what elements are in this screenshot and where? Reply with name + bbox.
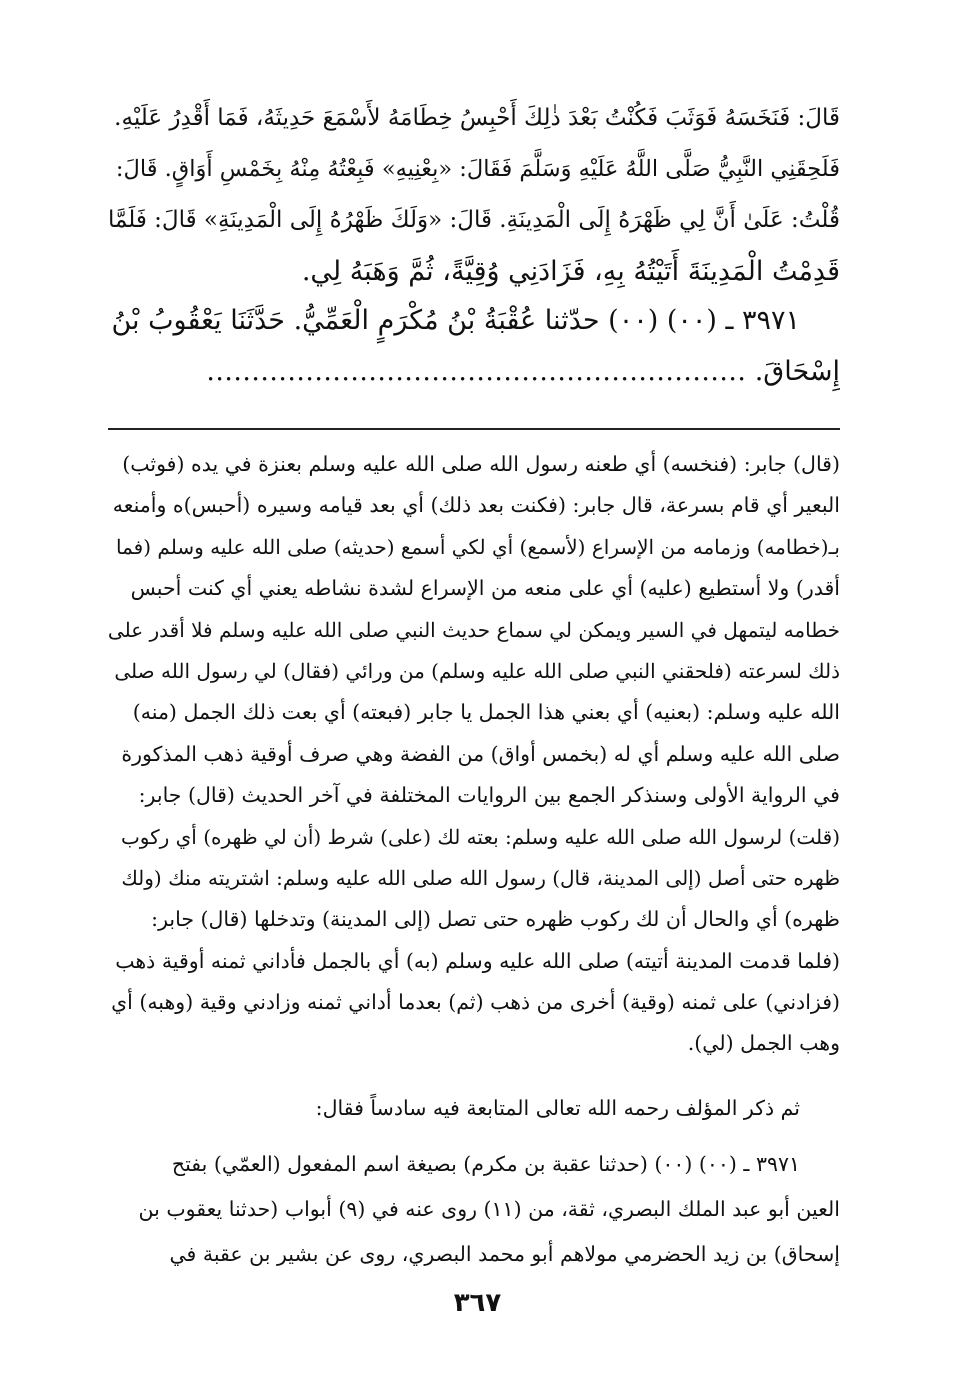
narrator-line: العين أبو عبد الملك البصري، ثقة، من (١١) روى عنه في (٩) أبواب (حدثنا يعقوب بن	[138, 1197, 840, 1221]
commentary-line: وهب الجمل (لي).	[687, 1031, 840, 1056]
narration-line: ٣٩٧١ ـ (٠٠) (٠٠) حدّثنا عُقْبَةُ بْنُ مُكْرَمٍ الْعَمِّيُّ. حَدَّثَنَا يَعْقُوبُ بْنُ	[111, 305, 800, 336]
commentary-line: ظهره حتى أصل (إلى المدينة، قال) رسول الله صلى الله عليه وسلم: اشتريته منك (ولك	[121, 865, 840, 890]
commentary-line: (قال) جابر: (فنخسه) أي طعنه رسول الله صلى الله عليه وسلم بعنزة في يده (فوثب)	[122, 452, 840, 476]
commentary-line: ذلك لسرعته (فلحقني النبي صلى الله عليه وسلم) من ورائي (فقال) لي رسول الله صلى	[114, 658, 840, 683]
narration-text: إِسْحَاقَ.	[754, 356, 840, 387]
commentary-line: (فزادني) على ثمنه (وقية) أخرى من ذهب (ثم) بعدما أداني ثمنه وزادني وقية (وهبه) أي	[111, 990, 840, 1015]
narration-line-end	[108, 346, 840, 397]
commentary-line: الله عليه وسلم: (بعنيه) أي بعني هذا الجمل يا جابر (فبعته) أي بعت ذلك الجمل (منه)	[132, 700, 840, 725]
commentary-line: ظهره) أي والحال أن لك ركوب ظهره حتى تصل (إلى المدينة) وتدخلها (قال) جابر:	[151, 907, 840, 932]
hadith-line: قُلْتُ: عَلَىٰ أَنَّ لِي ظَهْرَهُ إِلَى الْمَدِينَةِ. قَالَ: «وَلَكَ ظَهْرُهُ إِلَى الْمَدِينَةِ» قَالَ: فَلَمَّا	[108, 207, 840, 233]
page-number: ٣٦٧	[453, 1288, 502, 1318]
narration-dots: ……………………………………………………	[206, 356, 747, 387]
commentary	[108, 444, 840, 1065]
commentary-line: في الرواية الأولى وسنذكر الجمع بين الروايات المختلفة في آخر الحديث (قال) جابر:	[138, 783, 840, 808]
commentary-line: البعير أي قام بسرعة، قال جابر: (فكنت بعد ذلك) أي بعد قيامه وسيره (أحبس)ه وأمنعه	[112, 493, 840, 518]
hadith-line: قَدِمْتُ الْمَدِينَةَ أَتَيْتُهُ بِهِ، فَزَادَنِي وُقِيَّةً، ثُمَّ وَهَبَهُ لِي.	[301, 256, 840, 287]
author-note: ثم ذكر المؤلف رحمه الله تعالى المتابعة فيه سادساً فقال:	[315, 1096, 800, 1120]
section-divider	[108, 428, 840, 430]
commentary-line: (قلت) لرسول الله صلى الله عليه وسلم: بعته لك (على) شرط (أن لي ظهره) أي ركوب	[120, 824, 840, 849]
hadith-line: قَالَ: فَنَخَسَهُ فَوَثَبَ فَكُنْتُ بَعْدَ ذٰلِكَ أَحْبِسُ خِطَامَهُ لأَسْمَعَ حَدِيثَهُ، فَمَا أَقْدِرُ عَلَيْهِ.	[114, 105, 840, 131]
commentary-line: صلى الله عليه وسلم أي له (بخمس أواق) من الفضة وهي صرف أوقية ذهب المذكورة	[121, 741, 840, 766]
commentary-line: (فلما قدمت المدينة أتيته) صلى الله عليه وسلم (به) أي بالجمل فأداني ثمنه أوقية ذهب	[115, 948, 840, 973]
narrator-commentary	[108, 1142, 840, 1277]
narration-chain	[108, 295, 840, 397]
narrator-line: ٣٩٧١ ـ (٠٠) (٠٠) (حدثنا عقبة بن مكرم) بصيغة اسم المفعول (العمّي) بفتح	[171, 1152, 800, 1176]
narrator-line: إسحاق) بن زيد الحضرمي مولاهم أبو محمد البصري، روى عن بشير بن عقبة في	[169, 1242, 840, 1266]
hadith-line: فَلَحِقَنِي النَّبِيُّ صَلَّى اللَّهُ عَلَيْهِ وَسَلَّمَ فَقَالَ: «بِعْنِيهِ» فَبِعْتُهُ مِنْهُ بِخَمْسِ أَوَاقٍ. قَالَ:	[115, 156, 840, 182]
commentary-line: أقدر) ولا أستطيع (عليه) أي على منعه من الإسراع لشدة نشاطه يعني أي كنت أحبس	[130, 576, 840, 601]
hadith-text	[108, 93, 840, 297]
commentary-line: بـ(خطامه) وزمامه من الإسراع (لأسمع) أي لكي أسمع (حديثه) صلى الله عليه وسلم (فما	[116, 534, 840, 559]
commentary-line: خطامه ليتمهل في السير ويمكن لي سماع حديث النبي صلى الله عليه وسلم فلا أقدر على	[108, 617, 840, 642]
